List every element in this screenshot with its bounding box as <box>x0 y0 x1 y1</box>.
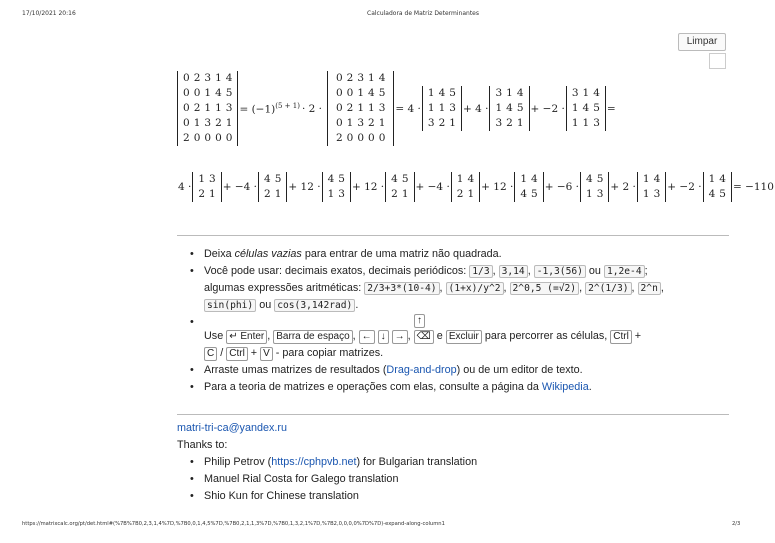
thanks-heading: Thanks to: <box>177 439 228 451</box>
matrix-cell: 3 <box>427 117 435 129</box>
matrix-cell: 1 <box>368 72 375 84</box>
example-code: cos(3,142rad) <box>274 299 355 312</box>
example-code: -1,3(56) <box>534 265 586 278</box>
example-code: 2^(1/3) <box>585 282 631 295</box>
minor-2x2 <box>192 172 221 202</box>
matrix-cell: 3 <box>495 117 503 129</box>
matrix-cell: 1 <box>357 87 365 99</box>
matrix-cell: 0 <box>357 132 365 144</box>
minor-3 <box>566 86 606 131</box>
matrix-cell: 1 <box>215 72 222 84</box>
clear-button[interactable]: Limpar <box>678 33 726 51</box>
minor-2x2 <box>580 172 609 202</box>
matrix-cell: 3 <box>596 188 604 200</box>
matrix-cell: 0 <box>204 132 212 144</box>
matrix-cell: 1 <box>204 87 212 99</box>
operator: = 4 · <box>395 102 421 115</box>
result-line <box>177 172 775 202</box>
operator: + 12 · <box>351 181 385 193</box>
matrix-cell: 2 <box>368 117 375 129</box>
example-code: 1,2e-4 <box>604 265 645 278</box>
minor-2x2 <box>514 172 543 202</box>
delete-key: Excluir <box>446 330 482 344</box>
credit-link[interactable]: https://cphpvb.net <box>271 456 357 468</box>
matrix-cell: 5 <box>596 173 604 185</box>
enter-key: ↵ Enter <box>226 330 267 344</box>
matrix-b <box>327 71 394 146</box>
operator: + −6 · <box>544 181 580 193</box>
matrix-cell: 2 <box>264 188 271 200</box>
example-code: 3,14 <box>499 265 528 278</box>
tip-drag-drop: • Arraste umas matrizes de resultados (Drag-and-drop) ou de um editor de texto. <box>190 362 730 379</box>
matrix-cell: 0 <box>335 102 343 114</box>
matrix-cell: 3 <box>593 117 600 129</box>
matrix-cell: 1 <box>449 117 456 129</box>
operator: + −2 · <box>530 102 565 115</box>
example-code: 1/3 <box>469 265 492 278</box>
matrix-cell: 1 <box>346 117 354 129</box>
equals-sign: = <box>606 102 616 115</box>
minor-2x2 <box>451 172 480 202</box>
wikipedia-link[interactable]: Wikipedia <box>541 381 589 393</box>
minor-2 <box>489 86 529 131</box>
matrix-cell: 4 <box>708 188 716 200</box>
example-code: 2/3+3*(10-4) <box>364 282 439 295</box>
operator: 4 · <box>178 181 192 193</box>
matrix-cell: 3 <box>495 87 503 99</box>
credit-item: • Philip Petrov (https://cphpvb.net) for Bulgarian translation <box>190 454 477 471</box>
matrix-cell: 1 <box>571 102 579 114</box>
credits-list <box>190 454 477 505</box>
up-key: • ↑ <box>414 314 425 328</box>
matrix-cell: 5 <box>593 102 600 114</box>
divider <box>177 414 729 415</box>
operator: + −4 · <box>415 181 450 193</box>
matrix-cell: 0 <box>335 117 343 129</box>
matrix-cell: 4 <box>586 173 593 185</box>
matrix-cell: 5 <box>274 173 282 185</box>
matrix-cell: 0 <box>183 102 190 114</box>
matrix-cell: 1 <box>516 117 524 129</box>
matrix-cell: 1 <box>198 173 206 185</box>
matrix-cell: 1 <box>467 188 475 200</box>
matrix-cell: 3 <box>357 117 365 129</box>
c-key: C <box>204 347 217 361</box>
matrix-cell: 3 <box>225 102 233 114</box>
matrix-cell: 0 <box>193 132 201 144</box>
matrix-cell: 1 <box>368 102 375 114</box>
matrix-cell: 1 <box>571 117 579 129</box>
example-code: 2^n <box>638 282 661 295</box>
matrix-cell: 1 <box>456 173 464 185</box>
matrix-cell: 4 <box>506 102 513 114</box>
matrix-cell: 4 <box>516 87 524 99</box>
matrix-cell: 5 <box>225 87 233 99</box>
matrix-cell: 5 <box>531 188 538 200</box>
space-key: Barra de espaço <box>273 330 352 344</box>
matrix-cell: 0 <box>368 132 375 144</box>
minor-1 <box>422 86 462 131</box>
matrix-cell: 0 <box>215 132 222 144</box>
matrix-cell: 2 <box>198 188 206 200</box>
left-key: ← <box>359 330 375 344</box>
v-key: V <box>260 347 273 361</box>
matrix-cell: 5 <box>338 173 345 185</box>
matrix-cell: 2 <box>456 188 464 200</box>
matrix-cell: 4 <box>531 173 538 185</box>
matrix-cell: 4 <box>653 173 661 185</box>
matrix-cell: 3 <box>204 117 212 129</box>
tip-wikipedia: • Para a teoria de matrizes e operações com elas, consulte a página da Wikipedia. <box>190 379 730 396</box>
matrix-cell: 5 <box>516 102 524 114</box>
matrix-cell: 4 <box>582 102 590 114</box>
matrix-cell: 1 <box>642 188 650 200</box>
tip-keyboard: • ↑ Use ↵ Enter , Barra de espaço , ← ↓ → , ⌫ e Excluir para percorrer as células, Ctrl + C / Ctrl + V - para copiar matrizes. <box>190 314 730 362</box>
minor-2x2 <box>322 172 351 202</box>
matrix-cell: 1 <box>378 117 386 129</box>
matrix-cell: 4 <box>438 87 446 99</box>
matrix-cell: 5 <box>378 87 386 99</box>
matrix-cell: 1 <box>225 117 233 129</box>
matrix-cell: 3 <box>338 188 345 200</box>
example-code: (1+x)/y^2 <box>446 282 504 295</box>
print-datetime: 17/10/2021 20:16 <box>22 10 76 17</box>
ctrl-key: Ctrl <box>226 347 248 361</box>
tip-empty-cells: • Deixa células vazias para entrar de uma matriz não quadrada. <box>190 246 730 263</box>
matrix-cell: 4 <box>378 72 386 84</box>
matrix-cell: 4 <box>225 72 233 84</box>
matrix-cell: 1 <box>193 117 201 129</box>
operator: + 2 · <box>610 181 636 193</box>
matrix-cell: 3 <box>209 173 216 185</box>
matrix-cell: 0 <box>183 87 190 99</box>
down-key: ↓ <box>378 330 389 344</box>
matrix-cell: 1 <box>427 102 435 114</box>
matrix-cell: 1 <box>520 173 528 185</box>
matrix-cell: 1 <box>274 188 282 200</box>
matrix-cell: 1 <box>506 87 513 99</box>
drag-drop-link[interactable]: Drag-and-drop <box>386 364 457 376</box>
matrix-cell: 1 <box>642 173 650 185</box>
operator: · 2 · <box>301 102 322 115</box>
matrix-cell: 5 <box>719 188 726 200</box>
matrix-cell: 0 <box>378 132 386 144</box>
matrix-cell: 1 <box>357 102 365 114</box>
matrix-cell: 1 <box>582 117 590 129</box>
operator: + −4 · <box>222 181 258 193</box>
matrix-cell: 5 <box>401 173 409 185</box>
matrix-cell: 2 <box>193 72 201 84</box>
matrix-cell: 1 <box>204 102 212 114</box>
matrix-cell: 2 <box>215 117 222 129</box>
email-link[interactable]: matri-tri-ca@yandex.ru <box>177 422 287 434</box>
matrix-cell: 2 <box>438 117 446 129</box>
matrix-cell: 4 <box>391 173 398 185</box>
matrix-a <box>177 71 238 146</box>
matrix-cell: 0 <box>335 72 343 84</box>
matrix-cell: 2 <box>506 117 513 129</box>
contact-block <box>177 420 287 454</box>
matrix-cell: 2 <box>391 188 398 200</box>
minor-2x2 <box>703 172 732 202</box>
backspace-key: ⌫ <box>414 330 434 344</box>
matrix-cell: 2 <box>335 132 343 144</box>
operator: + 12 · <box>481 181 514 193</box>
divider <box>177 235 729 236</box>
minor-2x2 <box>258 172 287 202</box>
minor-2x2 <box>637 172 666 202</box>
matrix-cell: 1 <box>495 102 503 114</box>
matrix-cell: 4 <box>215 87 222 99</box>
matrix-cell: 3 <box>571 87 579 99</box>
matrix-cell: 1 <box>438 102 446 114</box>
credit-item: • Shio Kun for Chinese translation <box>190 488 477 505</box>
expansion-line <box>177 71 617 146</box>
matrix-cell: 3 <box>449 102 456 114</box>
matrix-cell: 2 <box>193 102 201 114</box>
tip-input-formats: • Você pode usar: decimais exatos, decimais periódicos: 1/3 , 3,14 , -1,3(56) ou 1,2e-4 ; algumas expressões aritméticas: 2/3+3*(10-4) , (1+x)/y^2 , 2^0,5 (=√2) , 2^(1/3) , 2^n , sin(phi) ou cos(3,142rad) . <box>190 263 730 314</box>
matrix-cell: 3 <box>357 72 365 84</box>
matrix-cell: 0 <box>346 132 354 144</box>
operator: = −110 <box>732 181 774 193</box>
matrix-cell: 4 <box>327 173 335 185</box>
matrix-cell: 3 <box>378 102 386 114</box>
minor-2x2 <box>385 172 414 202</box>
matrix-cell: 1 <box>209 188 216 200</box>
page-number: 2/3 <box>732 521 741 527</box>
matrix-cell: 4 <box>467 173 475 185</box>
matrix-cell: 0 <box>183 117 190 129</box>
right-key: → <box>392 330 408 344</box>
print-title: Calculadora de Matriz Determinantes <box>367 10 479 17</box>
matrix-cell: 4 <box>593 87 600 99</box>
matrix-cell: 1 <box>401 188 409 200</box>
matrix-cell: 1 <box>586 188 593 200</box>
example-code: 2^0,5 (=√2) <box>510 282 580 295</box>
matrix-cell: 4 <box>520 188 528 200</box>
matrix-cell: 1 <box>427 87 435 99</box>
ctrl-key: Ctrl <box>610 330 632 344</box>
matrix-cell: 0 <box>335 87 343 99</box>
example-code: sin(phi) <box>204 299 256 312</box>
print-url: https://matrixcalc.org/pt/det.html#(%7B%7B0,2,3,1,4%7D,%7B0,0,1,4,5%7D,%7B0,2,1,1,3%7D,%7B0,1,3,2,1%7D,%7B2,0,0,0,0%7D%7D)-expand-along-column1 <box>22 521 445 527</box>
matrix-cell: 1 <box>215 102 222 114</box>
operator: + −2 · <box>667 181 702 193</box>
matrix-cell: 5 <box>449 87 456 99</box>
equals-sign: = $(-1)^{(5 + 1)}$ <box>239 101 300 116</box>
credit-item: • Manuel Rial Costa for Galego translation <box>190 471 477 488</box>
operator: + 4 · <box>462 102 489 115</box>
matrix-cell: 0 <box>346 87 354 99</box>
matrix-cell: 0 <box>193 87 201 99</box>
matrix-input-cell[interactable] <box>709 53 726 69</box>
matrix-cell: 4 <box>368 87 375 99</box>
tips-list <box>190 246 730 396</box>
matrix-cell: 1 <box>327 188 335 200</box>
matrix-cell: 0 <box>225 132 233 144</box>
matrix-cell: 1 <box>708 173 716 185</box>
matrix-cell: 2 <box>346 102 354 114</box>
matrix-cell: 1 <box>582 87 590 99</box>
matrix-cell: 3 <box>653 188 661 200</box>
matrix-cell: 2 <box>346 72 354 84</box>
matrix-cell: 3 <box>204 72 212 84</box>
operator: + 12 · <box>288 181 321 193</box>
matrix-cell: 0 <box>183 72 190 84</box>
matrix-cell: 4 <box>719 173 726 185</box>
matrix-cell: 4 <box>264 173 271 185</box>
matrix-cell: 2 <box>183 132 190 144</box>
